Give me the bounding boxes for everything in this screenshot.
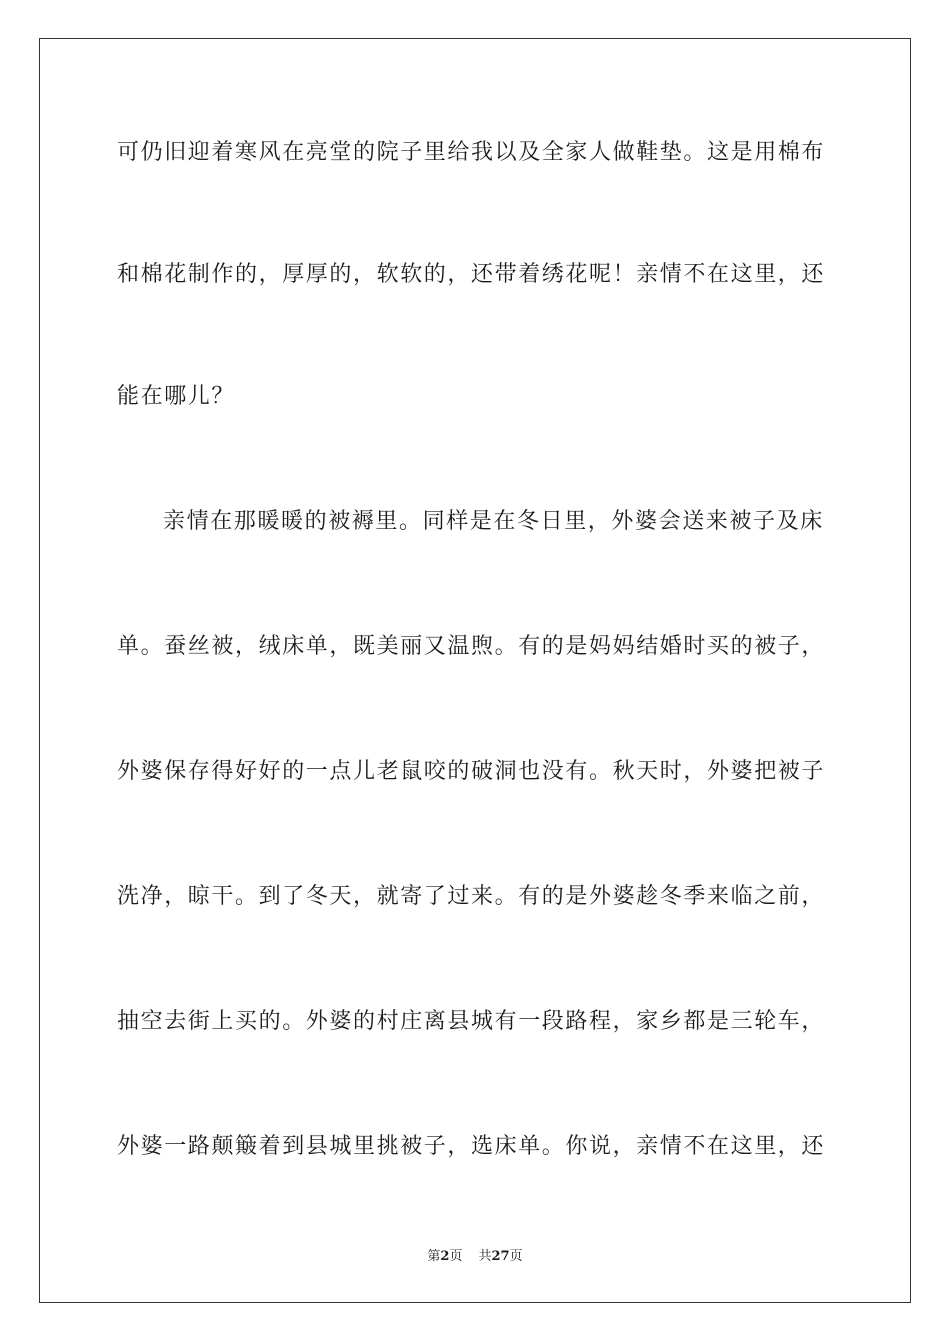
- paragraph-line: 能在哪儿？: [117, 384, 236, 409]
- page-border: [39, 38, 911, 1303]
- total-label-suffix: 页: [509, 1249, 523, 1264]
- page-footer: [0, 1248, 950, 1266]
- paragraph-line: 单。蚕丝被，绒床单，既美丽又温煦。有的是妈妈结婚时买的被子，: [117, 634, 826, 659]
- paragraph-line: 外婆保存得好好的一点儿老鼠咬的破洞也没有。秋天时，外婆把被子: [117, 759, 826, 784]
- page-label-suffix: 页: [449, 1249, 463, 1264]
- paragraph-line: 抽空去街上买的。外婆的村庄离县城有一段路程，家乡都是三轮车，: [117, 1009, 826, 1034]
- total-label-prefix: 共: [478, 1249, 492, 1264]
- paragraph-line: 亲情在那暖暖的被褥里。同样是在冬日里，外婆会送来被子及床: [163, 509, 824, 534]
- page-number: 2: [440, 1249, 450, 1264]
- paragraph-line: 可仍旧迎着寒风在亮堂的院子里给我以及全家人做鞋垫。这是用棉布: [117, 140, 826, 165]
- paragraph-line: 外婆一路颠簸着到县城里挑被子，选床单。你说，亲情不在这里，还: [117, 1134, 826, 1159]
- total-pages: 27: [491, 1249, 510, 1264]
- paragraph-line: 洗净，晾干。到了冬天，就寄了过来。有的是外婆趁冬季来临之前，: [117, 884, 826, 909]
- paragraph-line: 和棉花制作的，厚厚的，软软的，还带着绣花呢！亲情不在这里，还: [117, 262, 826, 287]
- page-label-prefix: 第: [427, 1249, 441, 1264]
